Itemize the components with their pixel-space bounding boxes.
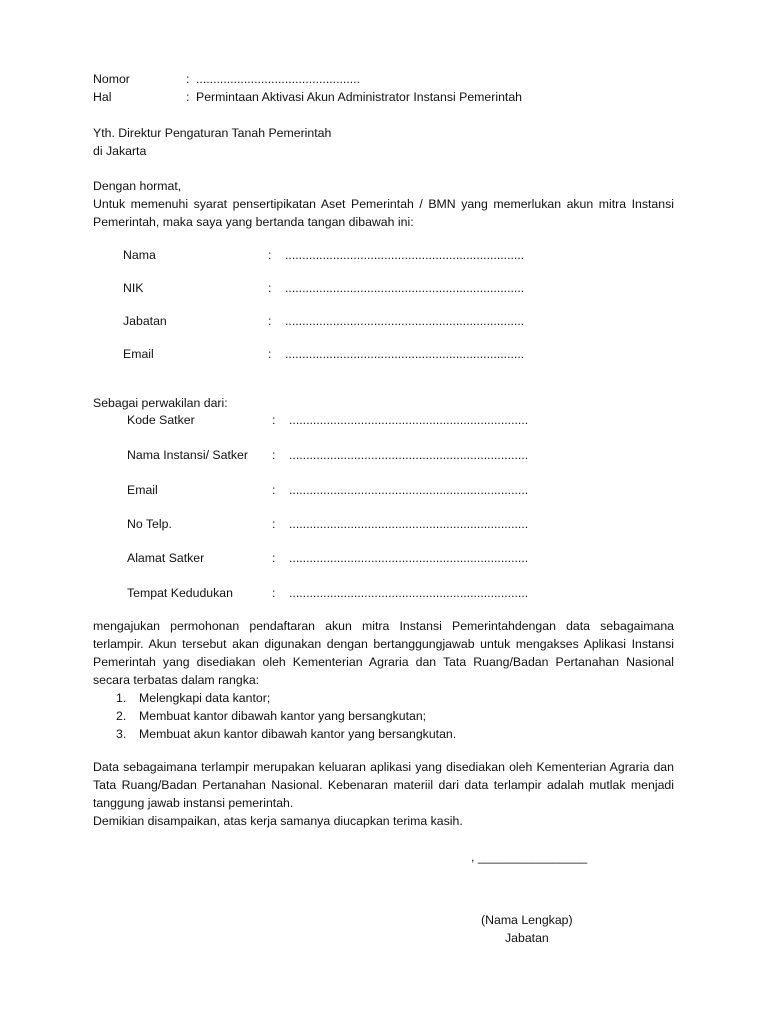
rep-row-kode-satker bbox=[127, 411, 547, 429]
field-value: ...................................................................... bbox=[289, 586, 529, 600]
field-value: ...................................................................... bbox=[289, 551, 529, 565]
field-row-jabatan bbox=[123, 312, 543, 330]
field-label: Tempat Kedudukan bbox=[127, 586, 233, 600]
field-value: ...................................................................... bbox=[285, 314, 525, 328]
rep-row-alamat-satker bbox=[127, 549, 547, 567]
recipient-line-2: di Jakarta bbox=[93, 144, 147, 158]
list-item-number: 1. bbox=[116, 691, 127, 705]
field-value: ...................................................................... bbox=[289, 517, 529, 531]
field-row-nik bbox=[123, 279, 543, 297]
opening-paragraph: Untuk memenuhi syarat pensertipikatan Aset Pemerintah / BMN yang memerlukan akun mitra Instansi Pemerintah, maka saya yang bertanda tangan dibawah ini: bbox=[93, 197, 674, 229]
field-value: ...................................................................... bbox=[285, 281, 525, 295]
closing-sentence: Demikian disampaikan, atas kerja samanya diucapkan terima kasih. bbox=[93, 814, 463, 828]
hal-row bbox=[93, 88, 693, 106]
field-colon: : bbox=[268, 314, 272, 328]
field-label: No Telp. bbox=[127, 517, 172, 531]
hal-value: Permintaan Aktivasi Akun Administrator Instansi Pemerintah bbox=[196, 90, 523, 104]
field-value: ...................................................................... bbox=[289, 483, 529, 497]
list-item-number: 3. bbox=[116, 727, 127, 741]
field-colon: : bbox=[272, 551, 276, 565]
field-label: Email bbox=[127, 483, 158, 497]
list-item bbox=[93, 725, 674, 743]
signatory-name: (Nama Lengkap) bbox=[481, 913, 573, 927]
body-paragraph-1: mengajukan permohonan pendaftaran akun mitra Instansi Pemerintahdengan data sebagaimana terlampir. Akun tersebut akan digunakan dengan bertanggungjawab untuk mengakses Aplikasi Instansi Pemerintah yang disediakan oleh Kementerian Agraria dan Tata Ruang/Badan Pertanahan Nasional secara terbatas dalam rangka: bbox=[93, 619, 674, 687]
field-value: ...................................................................... bbox=[289, 448, 529, 462]
field-value: ...................................................................... bbox=[285, 347, 525, 361]
field-label: Nama Instansi/ Satker bbox=[127, 448, 248, 462]
list-item-text: Membuat kantor dibawah kantor yang bersangkutan; bbox=[139, 709, 427, 723]
field-label: Jabatan bbox=[123, 314, 167, 328]
recipient-line-1: Yth. Direktur Pengaturan Tanah Pemerintah bbox=[93, 126, 332, 140]
list-item bbox=[93, 707, 674, 725]
field-colon: : bbox=[272, 517, 276, 531]
nomor-value: ................................................ bbox=[196, 72, 360, 86]
list-item-text: Membuat akun kantor dibawah kantor yang bersangkutan. bbox=[139, 727, 457, 741]
hal-colon: : bbox=[186, 90, 190, 104]
field-colon: : bbox=[268, 248, 272, 262]
hal-label: Hal bbox=[93, 90, 112, 104]
field-label: Nama bbox=[123, 248, 156, 262]
greeting: Dengan hormat, bbox=[93, 179, 182, 193]
field-row-nama bbox=[123, 246, 543, 264]
signatory-title: Jabatan bbox=[505, 931, 549, 945]
field-colon: : bbox=[272, 413, 276, 427]
nomor-row bbox=[93, 70, 693, 88]
field-label: Kode Satker bbox=[127, 413, 195, 427]
field-value: ...................................................................... bbox=[289, 413, 529, 427]
field-label: Email bbox=[123, 347, 154, 361]
list-item-number: 2. bbox=[116, 709, 127, 723]
rep-row-nama-instansi bbox=[127, 446, 547, 464]
field-label: NIK bbox=[123, 281, 144, 295]
field-colon: : bbox=[268, 347, 272, 361]
field-row-email bbox=[123, 345, 543, 363]
rep-row-tempat-kedudukan bbox=[127, 584, 547, 602]
rep-row-email bbox=[127, 481, 547, 499]
representative-intro: Sebagai perwakilan dari: bbox=[93, 396, 228, 410]
field-colon: : bbox=[268, 281, 272, 295]
field-label: Alamat Satker bbox=[127, 551, 205, 565]
list-item-text: Melengkapi data kantor; bbox=[139, 691, 271, 705]
nomor-label: Nomor bbox=[93, 72, 130, 86]
place-date-line: , ________________ bbox=[471, 850, 588, 864]
field-value: ...................................................................... bbox=[285, 248, 525, 262]
list-item bbox=[93, 689, 674, 707]
rep-row-no-telp bbox=[127, 515, 547, 533]
field-colon: : bbox=[272, 483, 276, 497]
field-colon: : bbox=[272, 448, 276, 462]
field-colon: : bbox=[272, 586, 276, 600]
body-paragraph-2: Data sebagaimana terlampir merupakan keluaran aplikasi yang disediakan oleh Kementerian Agraria dan Tata Ruang/Badan Pertanahan Nasional. Kebenaran materiil dari data terlampir adalah mutlak menjadi tanggung jawab instansi pemerintah. bbox=[93, 760, 674, 810]
purpose-list bbox=[93, 689, 674, 743]
nomor-colon: : bbox=[186, 72, 190, 86]
